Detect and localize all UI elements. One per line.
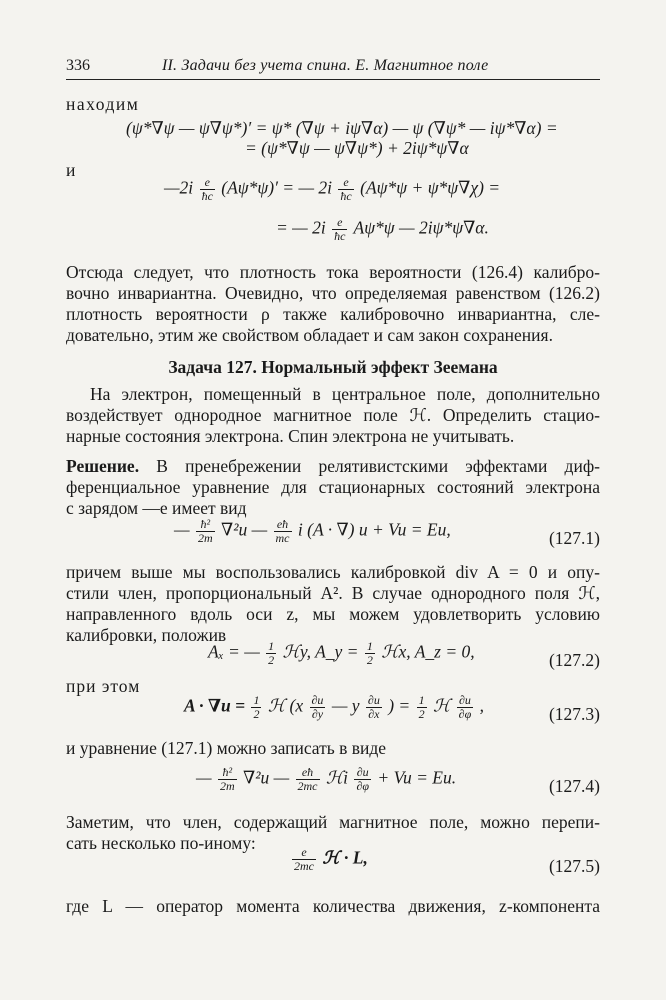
- equation-127-4: — $\frac{\text{ħ²}}{2m}$ ∇²u — $\frac{eħ}{2mc}$ ℋi $\frac{\partial u}{\partial\varphi}$ + Vu = Eu. (127.4): [196, 765, 600, 796]
- paragraph-magnetic-term: Заметим, что член, содержащий магнитное поле, можно перепи- сать несколько по-иному:: [66, 812, 600, 853]
- solution-intro: Решение. В пренебрежении релятивистскими эффектами диф- ференциальное уравнение для стационарных состояний электрона с зарядом —e имеет вид: [66, 456, 600, 518]
- page: [66, 0, 600, 1000]
- equation-number: (127.4): [548, 776, 600, 796]
- problem-statement: На электрон, помещенный в центральное поле, дополнительно воздействует однородное магнитное поле ℋ. Определить стацио- нарные состояния электрона. Спин электрона не учитывать.: [66, 384, 600, 446]
- fraction-e-hc: $\frac{e}{ħc}$: [340, 175, 352, 203]
- fraction-e-hc: $\frac{e}{ħc}$: [201, 175, 213, 203]
- equation-gauge-current-line1: (ψ*∇ψ — ψ∇ψ*)′ = ψ* (∇ψ + iψ∇α) — ψ (∇ψ* — iψ*∇α) =: [126, 118, 558, 138]
- equation-number: (127.5): [548, 856, 600, 876]
- paragraph-last-line: где L — оператор момента количества движения, z-компонента: [66, 896, 600, 916]
- equation-vector-potential-line1: —2i $\frac{e}{ħc}$ (Aψ*ψ)′ = — 2i $\frac{e}{ħc}$ (Aψ*ψ + ψ*ψ∇χ) =: [164, 175, 501, 203]
- word-find: находим: [66, 94, 140, 114]
- equation-127-1: — $\frac{\text{ħ²}}{2m}$ ∇²u — $\frac{eħ}{mc}$ i (A · ∇) u + Vu = Eu, (127.1): [174, 517, 600, 548]
- problem-heading: Задача 127. Нормальный эффект Зеемана: [168, 357, 498, 377]
- equation-number: (127.3): [548, 704, 600, 724]
- equation-127-2: Aₓ = — $\frac{1}{2}$ ℋy, A_y = $\frac{1}{2}$ ℋx, A_z = 0, (127.2): [208, 639, 600, 670]
- phrase-at-this: при этом: [66, 676, 141, 696]
- solution-label: Решение.: [66, 456, 140, 476]
- running-title: II. Задачи без учета спина. Е. Магнитное поле: [162, 57, 489, 74]
- paragraph-gauge-choice: причем выше мы воспользовались калибровкой div A = 0 и опу- стили член, пропорциональный A². В случае однородного поля ℋ, направленного вдоль оси z, мы можем удовлетворить условию калибровки, положив: [66, 562, 600, 645]
- paragraph-gauge-invariance: Отсюда следует, что плотность тока вероятности (126.4) калибро- вочно инвариантна. Очевидно, что определяемая равенством (126.2) плотность вероятности ρ также калибровочно инвариантна, сле- довательно, этим же свойством обладает и сам закон сохранения.: [66, 262, 600, 345]
- line-rewrite-equation: и уравнение (127.1) можно записать в виде: [66, 738, 387, 758]
- equation-number: (127.2): [548, 650, 600, 670]
- equation-vector-potential-line2: = — 2i $\frac{e}{ħc}$ Aψ*ψ — 2iψ*ψ∇α.: [276, 215, 489, 243]
- page-number: 336: [66, 57, 90, 74]
- running-header: [66, 55, 600, 80]
- equation-number: (127.1): [548, 528, 600, 548]
- equation-127-5: $\frac{e}{2mc}$ ℋ · L, (127.5): [294, 845, 600, 876]
- equation-127-3: A · ∇u = $\frac{1}{2}$ ℋ (x $\frac{\partial u}{\partial y}$ — y $\frac{\partial u}{\partial x}$ ) = $\frac{1}{2}$ ℋ $\frac{\partial u}{\partial\varphi}$ , (127.3): [184, 693, 600, 724]
- word-and: и: [66, 160, 76, 180]
- equation-gauge-current-line2: = (ψ*∇ψ — ψ∇ψ*) + 2iψ*ψ∇α: [245, 138, 469, 158]
- fraction-e-hc: $\frac{e}{ħc}$: [334, 215, 346, 243]
